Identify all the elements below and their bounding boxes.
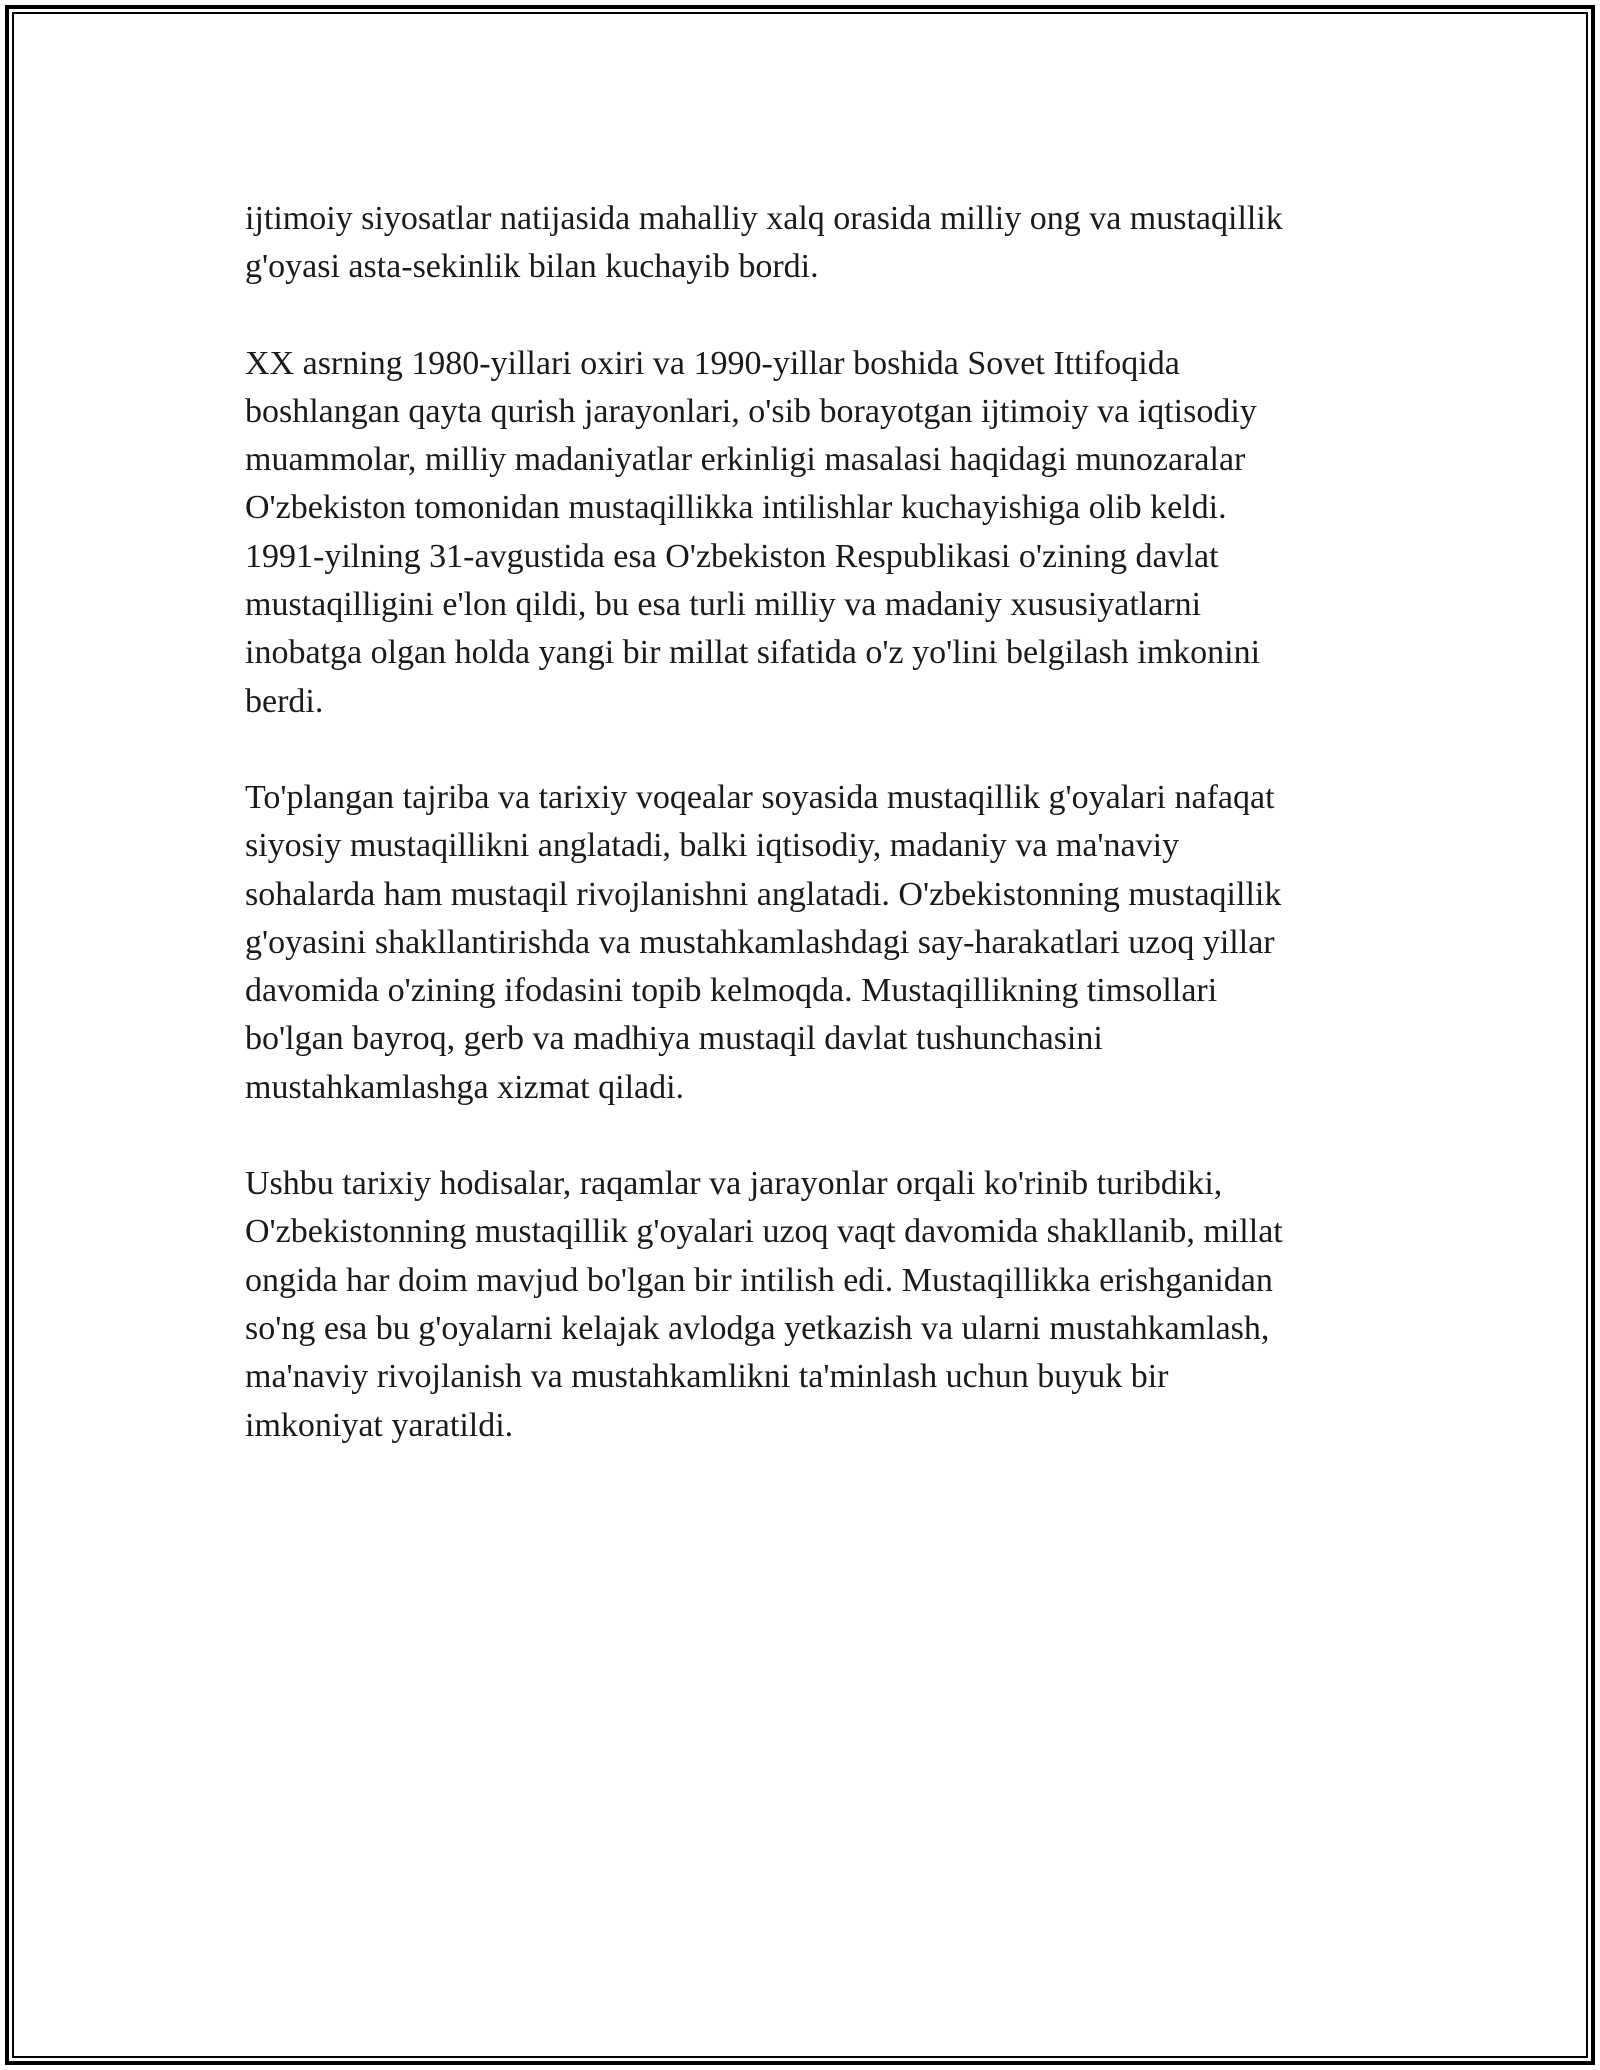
text-line: inobatga olgan holda yangi bir millat sifatida o'z yo'lini belgilash imkonini: [245, 634, 1261, 672]
paragraph-2: [245, 340, 1385, 726]
paragraph-4: [245, 1160, 1385, 1450]
text-line: ijtimoiy siyosatlar natijasida mahalliy xalq orasida milliy ong va mustaqillik: [245, 200, 1283, 237]
text-line: mustahkamlashga xizmat qiladi.: [245, 1068, 685, 1106]
text-line: XX asrning 1980-yillari oxiri va 1990-yillar boshida Sovet Ittifoqida: [245, 344, 1180, 382]
text-line: muammolar, milliy madaniyatlar erkinligi masalasi haqidagi munozaralar: [245, 441, 1246, 479]
text-line: davomida o'zining ifodasini topib kelmoqda. Mustaqillikning timsollari: [245, 972, 1218, 1010]
text-line: 1991-yilning 31-avgustida esa O'zbekiston Respublikasi o'zining davlat: [245, 537, 1219, 575]
text-line: berdi.: [245, 682, 324, 720]
text-line: sohalarda ham mustaqil rivojlanishni anglatadi. O'zbekistonning mustaqillik: [245, 875, 1282, 913]
paragraph-3: [245, 774, 1385, 1112]
text-line: boshlangan qayta qurish jarayonlari, o'sib borayotgan ijtimoiy va iqtisodiy: [245, 392, 1257, 430]
text-line: Ushbu tarixiy hodisalar, raqamlar va jarayonlar orqali ko'rinib turibdiki,: [245, 1165, 1223, 1203]
document-body: [245, 195, 1385, 1498]
page-border: [5, 5, 1595, 2065]
text-line: ongida har doim mavjud bo'lgan bir intilish edi. Mustaqillikka erishganidan: [245, 1261, 1273, 1299]
text-line: g'oyasi asta-sekinlik bilan kuchayib bordi.: [245, 248, 819, 286]
text-line: mustaqilligini e'lon qildi, bu esa turli milliy va madaniy xususiyatlarni: [245, 586, 1202, 624]
text-line: siyosiy mustaqillikni anglatadi, balki iqtisodiy, madaniy va ma'naviy: [245, 827, 1180, 865]
text-line: ma'naviy rivojlanish va mustahkamlikni ta'minlash uchun buyuk bir: [245, 1358, 1169, 1396]
text-line: imkoniyat yaratildi.: [245, 1406, 514, 1444]
paragraph-1: [245, 195, 1385, 292]
text-line: so'ng esa bu g'oyalarni kelajak avlodga yetkazish va ularni mustahkamlash,: [245, 1309, 1270, 1347]
text-line: bo'lgan bayroq, gerb va madhiya mustaqil davlat tushunchasini: [245, 1020, 1103, 1058]
text-line: To'plangan tajriba va tarixiy voqealar soyasida mustaqillik g'oyalari nafaqat: [245, 778, 1275, 816]
text-line: O'zbekiston tomonidan mustaqillikka intilishlar kuchayishiga olib keldi.: [245, 489, 1227, 527]
text-line: g'oyasini shakllantirishda va mustahkamlashdagi say-harakatlari uzoq yillar: [245, 923, 1275, 961]
text-line: O'zbekistonning mustaqillik g'oyalari uzoq vaqt davomida shakllanib, millat: [245, 1213, 1283, 1251]
